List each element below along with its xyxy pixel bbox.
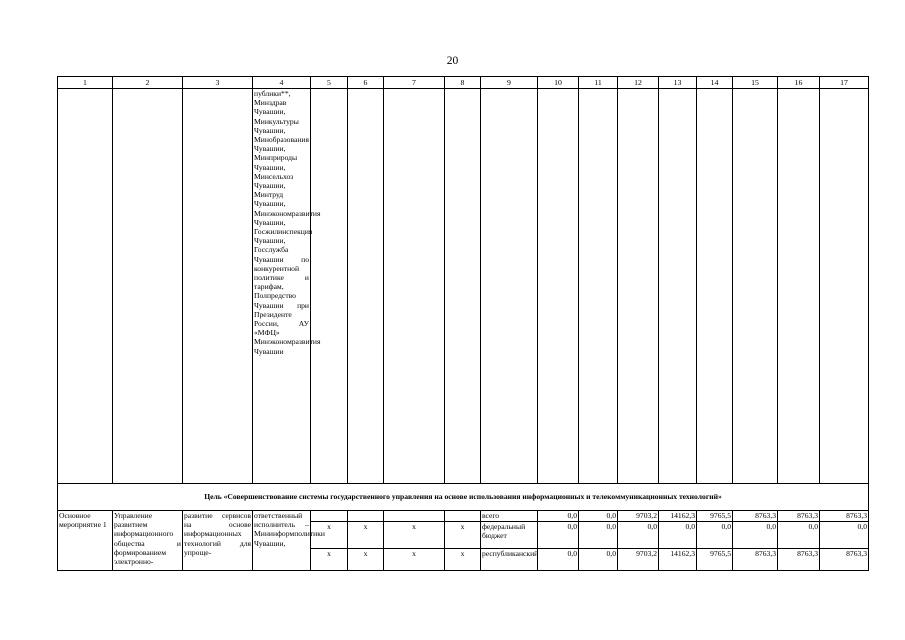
col-number: 7 [384, 77, 445, 89]
x-mark: x [348, 522, 384, 549]
goal-row [58, 484, 869, 511]
value-cell: 8763,3 [733, 511, 778, 522]
x-mark: x [445, 522, 481, 549]
executors-cell: публики**, Минздрав Чувашии, Минкультуры Чувашии, Минобразования Чувашии, Минприроды Чувашии, Минсельхоз Чувашии, Минтруд Чувашии, Минэкономразвития Чувашии, Госжилинспекция Чувашии, Госслужба Чувашии по конкурентной политике и тарифам, Полпредство Чувашии при Президенте России, АУ «МФЦ» Минэкономразвития Чувашии [253, 89, 311, 484]
activity-title: Основное мероприятие 1 [58, 511, 113, 571]
empty-cell [445, 511, 481, 522]
x-mark: x [348, 549, 384, 571]
col-number: 3 [183, 77, 253, 89]
col-number: 14 [697, 77, 733, 89]
col-number: 8 [445, 77, 481, 89]
value-cell: 0,0 [820, 522, 869, 549]
goal-heading: Цель «Совершенствование системы государственного управления на основе использования информационных и телекоммуникационных технологий» [58, 484, 869, 511]
value-cell: 0,0 [733, 522, 778, 549]
empty-cell [445, 89, 481, 484]
value-cell: 0,0 [618, 522, 659, 549]
col-number: 5 [311, 77, 348, 89]
col-number: 4 [253, 77, 311, 89]
value-cell: 8763,3 [778, 549, 820, 571]
empty-cell [113, 89, 183, 484]
value-cell: 8763,3 [820, 511, 869, 522]
column-number-row [58, 77, 869, 89]
col-number: 13 [659, 77, 697, 89]
value-cell: 0,0 [538, 549, 579, 571]
value-cell: 0,0 [579, 522, 618, 549]
x-mark: x [311, 522, 348, 549]
col-number: 2 [113, 77, 183, 89]
col-number: 1 [58, 77, 113, 89]
col-number: 16 [778, 77, 820, 89]
activity-purpose: развитие сервисов на основе информационных технологий для упроще- [183, 511, 253, 571]
value-cell: 0,0 [579, 549, 618, 571]
continued-row [58, 89, 869, 484]
empty-cell [659, 89, 697, 484]
program-table [57, 76, 869, 571]
empty-cell [697, 89, 733, 484]
value-cell: 9703,2 [618, 549, 659, 571]
value-cell: 0,0 [697, 522, 733, 549]
col-number: 15 [733, 77, 778, 89]
value-cell: 0,0 [659, 522, 697, 549]
empty-cell [348, 89, 384, 484]
empty-cell [481, 89, 538, 484]
activity-row-total [58, 511, 869, 522]
value-cell: 14162,3 [659, 549, 697, 571]
value-cell: 8763,3 [733, 549, 778, 571]
funding-source: федеральный бюджет [481, 522, 538, 549]
value-cell: 9765,5 [697, 549, 733, 571]
empty-cell [579, 89, 618, 484]
value-cell: 8763,3 [820, 549, 869, 571]
empty-cell [618, 89, 659, 484]
activity-subprogram: Управление развитием информационного общества и формированием электронно- [113, 511, 183, 571]
empty-cell [778, 89, 820, 484]
empty-cell [311, 89, 348, 484]
col-number: 12 [618, 77, 659, 89]
empty-cell [311, 511, 348, 522]
value-cell: 9703,2 [618, 511, 659, 522]
empty-cell [183, 89, 253, 484]
activity-executor: ответственный исполнитель – Мининформполитики Чувашии, [253, 511, 311, 571]
empty-cell [58, 89, 113, 484]
empty-cell [384, 511, 445, 522]
empty-cell [348, 511, 384, 522]
empty-cell [820, 89, 869, 484]
value-cell: 0,0 [538, 522, 579, 549]
page-number: 20 [446, 55, 459, 67]
funding-source: республиканский [481, 549, 538, 571]
value-cell: 0,0 [579, 511, 618, 522]
x-mark: x [384, 549, 445, 571]
empty-cell [733, 89, 778, 484]
value-cell: 0,0 [538, 511, 579, 522]
x-mark: x [445, 549, 481, 571]
col-number: 9 [481, 77, 538, 89]
x-mark: x [311, 549, 348, 571]
col-number: 17 [820, 77, 869, 89]
value-cell: 14162,3 [659, 511, 697, 522]
empty-cell [538, 89, 579, 484]
x-mark: x [384, 522, 445, 549]
value-cell: 0,0 [778, 522, 820, 549]
value-cell: 9765,5 [697, 511, 733, 522]
value-cell: 8763,3 [778, 511, 820, 522]
col-number: 11 [579, 77, 618, 89]
col-number: 6 [348, 77, 384, 89]
funding-source: всего [481, 511, 538, 522]
col-number: 10 [538, 77, 579, 89]
empty-cell [384, 89, 445, 484]
